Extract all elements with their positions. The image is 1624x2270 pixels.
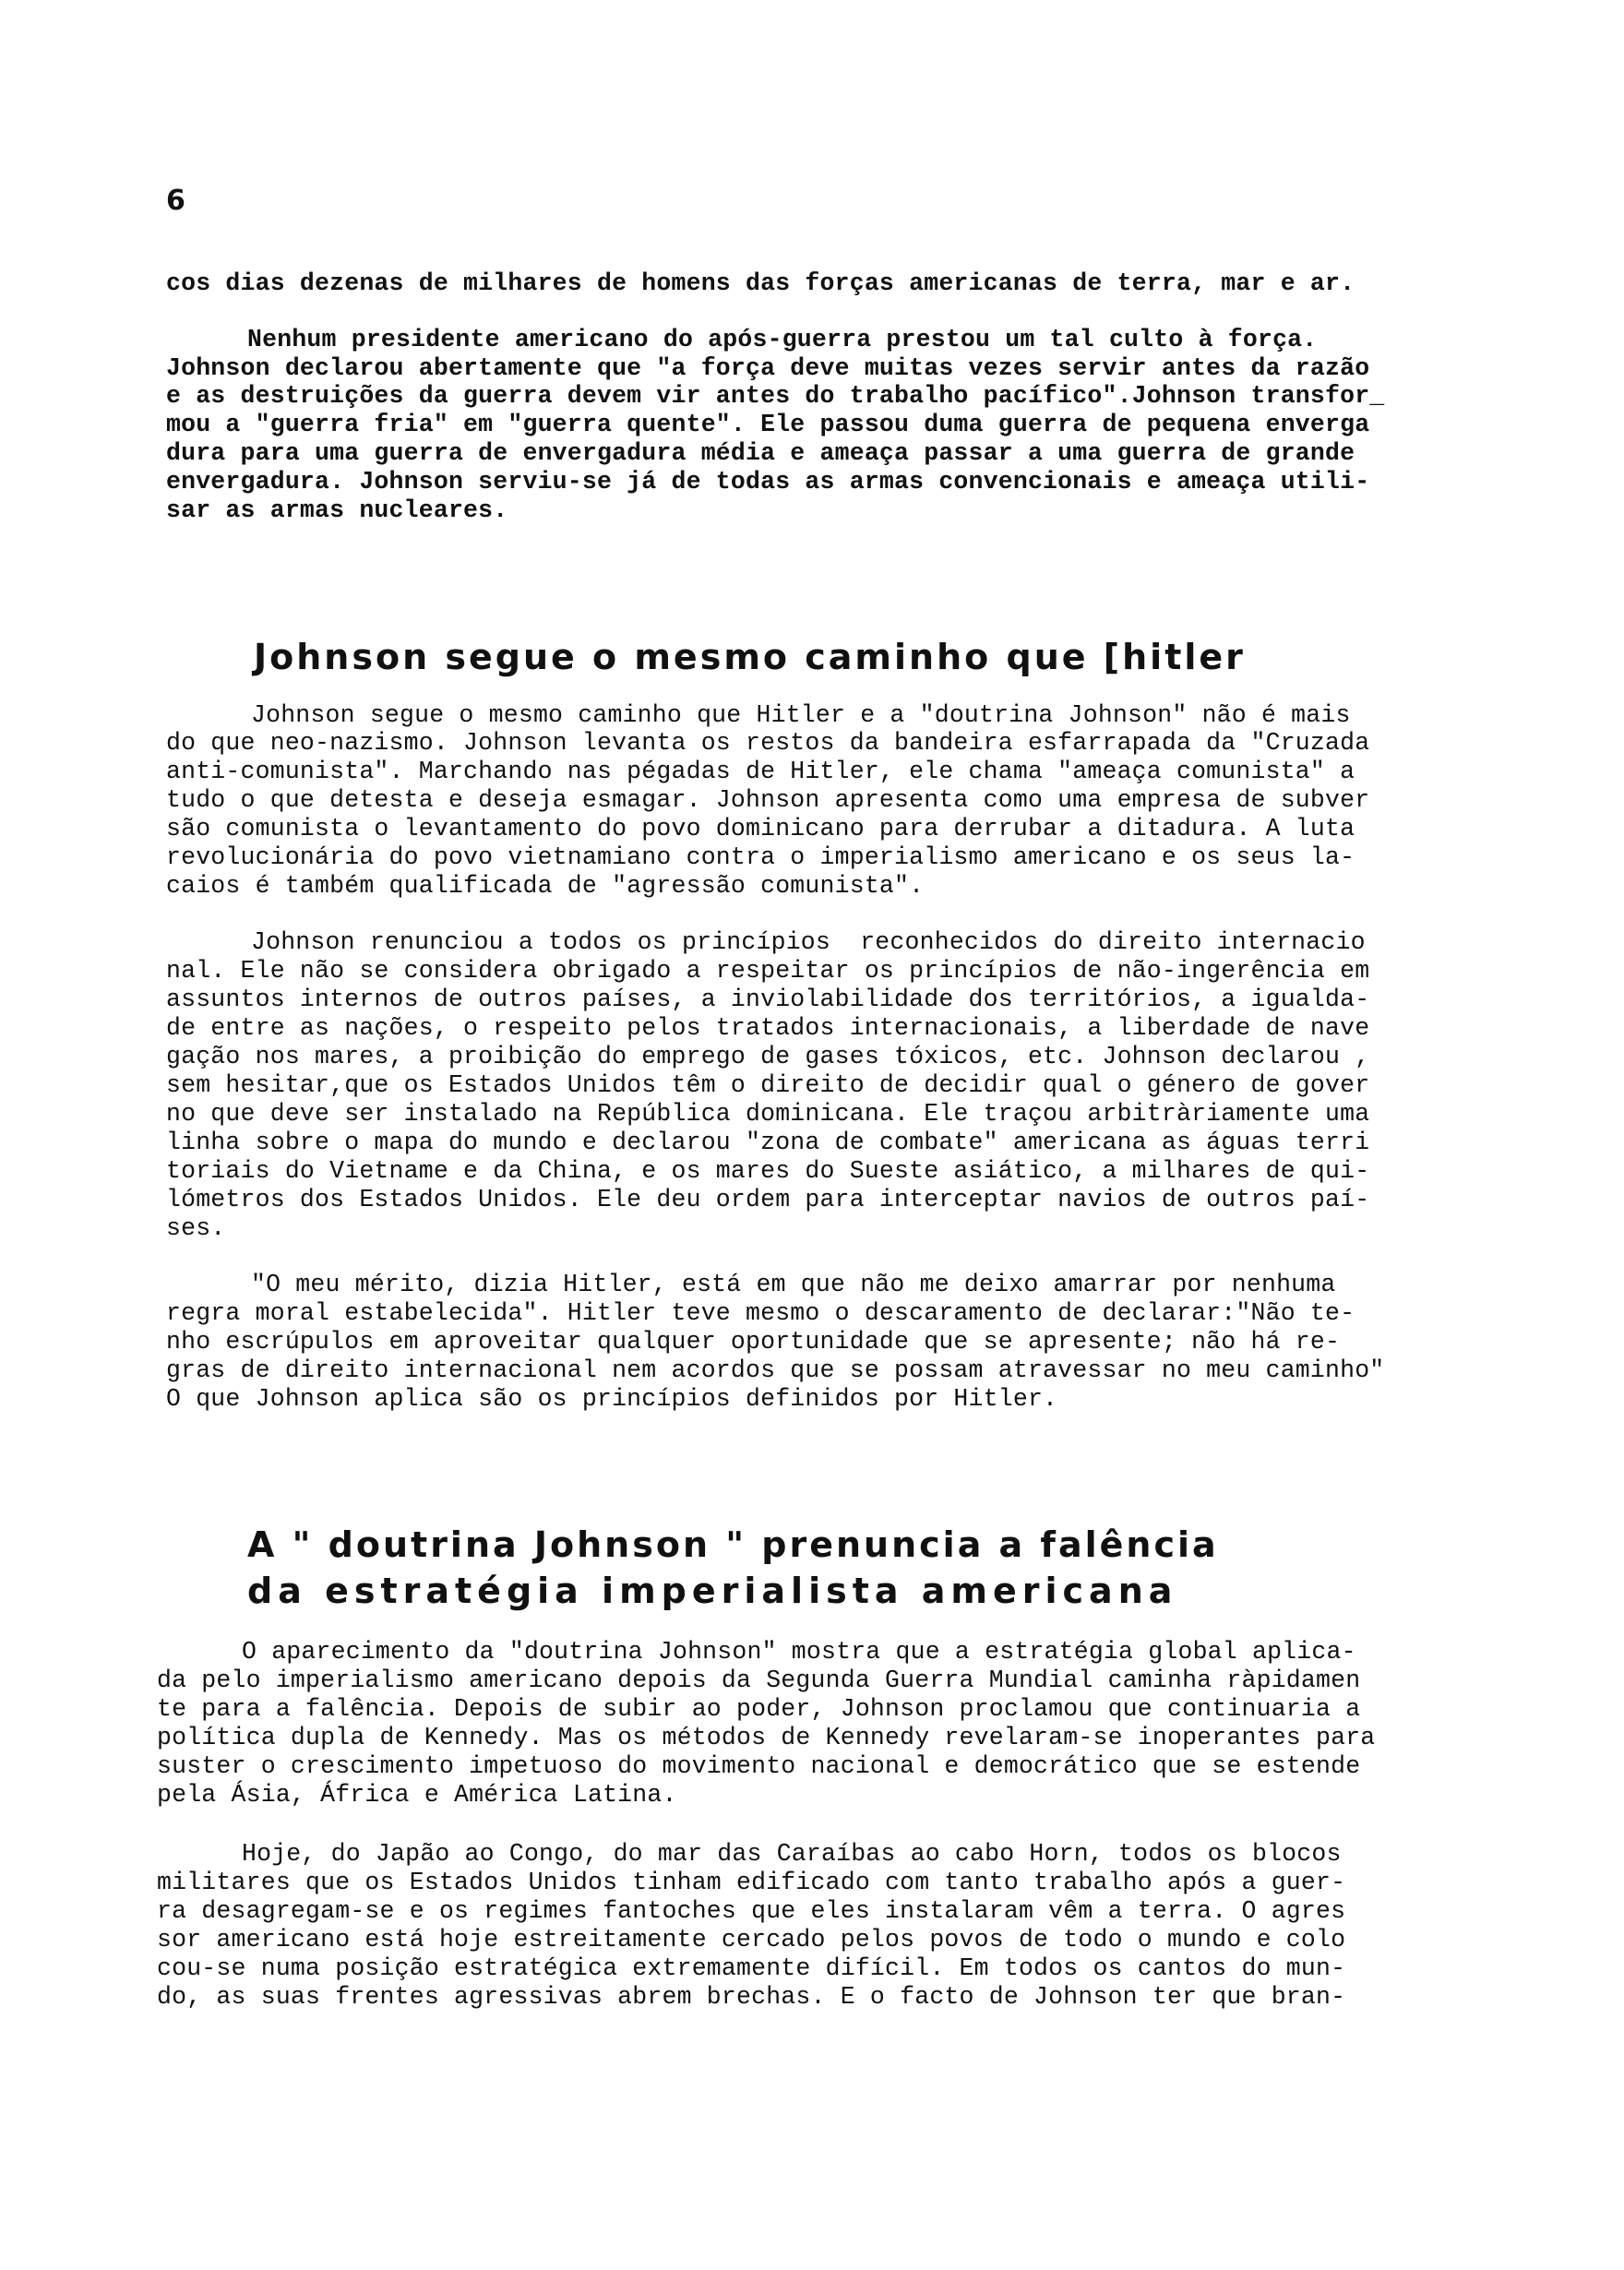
text-line: mou a "guerra fria" em "guerra quente". Ele passou duma guerra de pequena enverga bbox=[166, 411, 1370, 438]
section-heading: Johnson segue o mesmo caminho que [hitler bbox=[254, 637, 1246, 677]
text-line: sar as armas nucleares. bbox=[166, 496, 508, 524]
text-line: são comunista o levantamento do povo dominicano para derrubar a ditadura. A luta bbox=[166, 815, 1355, 842]
page-number: 6 bbox=[166, 185, 185, 217]
text-line: nho escrúpulos em aproveitar qualquer oportunidade que se apresente; não há re- bbox=[166, 1328, 1341, 1356]
text-line: Johnson renunciou a todos os princípios reconhecidos do direito internacio bbox=[251, 928, 1366, 956]
text-line: te para a falência. Depois de subir ao poder, Johnson proclamou que continuaria a bbox=[157, 1695, 1361, 1723]
section-heading: A " doutrina Johnson " prenuncia a falência bbox=[247, 1524, 1219, 1565]
text-line: gras de direito internacional nem acordos que se possam atravessar no meu caminho" bbox=[166, 1356, 1385, 1384]
text-line: toriais do Vietname e da China, e os mares do Sueste asiático, a milhares de qui- bbox=[166, 1157, 1370, 1185]
text-line: do, as suas frentes agressivas abrem brechas. E o facto de Johnson ter que bran- bbox=[157, 1983, 1346, 2011]
text-line: O aparecimento da "doutrina Johnson" mostra que a estratégia global aplica- bbox=[242, 1638, 1356, 1666]
text-line: militares que os Estados Unidos tinham edificado com tanto trabalho após a guer- bbox=[157, 1869, 1346, 1896]
text-line: política dupla de Kennedy. Mas os métodos de Kennedy revelaram-se inoperantes para bbox=[157, 1724, 1376, 1751]
text-line: sor americano está hoje estreitamente cercado pelos povos de todo o mundo e colo bbox=[157, 1926, 1346, 1953]
text-line: Johnson segue o mesmo caminho que Hitler e a "doutrina Johnson" não é mais bbox=[251, 701, 1351, 729]
text-line: lómetros dos Estados Unidos. Ele deu ordem para interceptar navios de outros paí- bbox=[166, 1186, 1370, 1213]
text-line: suster o crescimento impetuoso do movimento nacional e democrático que se estende bbox=[157, 1752, 1361, 1780]
text-line: e as destruições da guerra devem vir antes do trabalho pacífico".Johnson transfor_ bbox=[166, 382, 1385, 410]
text-line: caios é também qualificada de "agressão comunista". bbox=[166, 872, 925, 900]
text-line: pela Ásia, África e América Latina. bbox=[157, 1781, 677, 1809]
text-line: gação nos mares, a proibição do emprego de gases tóxicos, etc. Johnson declarou , bbox=[166, 1043, 1370, 1070]
text-line: linha sobre o mapa do mundo e declarou "zona de combate" americana as águas terri bbox=[166, 1129, 1370, 1156]
text-line: revolucionária do povo vietnamiano contra o imperialismo americano e os seus la- bbox=[166, 843, 1355, 871]
text-line: anti-comunista". Marchando nas pégadas de Hitler, ele chama "ameaça comunista" a bbox=[166, 758, 1355, 785]
text-line: ses. bbox=[166, 1214, 226, 1242]
text-line: da pelo imperialismo americano depois da Segunda Guerra Mundial caminha ràpidamen bbox=[157, 1667, 1361, 1694]
text-line: "O meu mérito, dizia Hitler, está em que não me deixo amarrar por nenhuma bbox=[251, 1271, 1336, 1298]
text-line: Hoje, do Japão ao Congo, do mar das Caraíbas ao cabo Horn, todos os blocos bbox=[242, 1840, 1342, 1868]
text-line: sem hesitar,que os Estados Unidos têm o direito de decidir qual o género de gover bbox=[166, 1071, 1370, 1099]
text-line: O que Johnson aplica são os princípios definidos por Hitler. bbox=[166, 1385, 1058, 1413]
text-line: Johnson declarou abertamente que "a força deve muitas vezes servir antes da razão bbox=[166, 354, 1370, 382]
text-line: dura para uma guerra de envergadura média e ameaça passar a uma guerra de grande bbox=[166, 439, 1355, 467]
text-line: Nenhum presidente americano do após-guerra prestou um tal culto à força. bbox=[247, 326, 1318, 353]
text-line: cou-se numa posição estratégica extremamente difícil. Em todos os cantos do mun- bbox=[157, 1954, 1346, 1982]
section-heading: da estratégia imperialista americana bbox=[247, 1571, 1178, 1611]
text-line: ra desagregam-se e os regimes fantoches que eles instalaram vêm a terra. O agres bbox=[157, 1897, 1346, 1925]
text-line: nal. Ele não se considera obrigado a respeitar os princípios de não-ingerência em bbox=[166, 957, 1370, 985]
text-line: assuntos internos de outros países, a inviolabilidade dos territórios, a igualda- bbox=[166, 986, 1370, 1013]
text-line: no que deve ser instalado na República dominicana. Ele traçou arbitràriamente uma bbox=[166, 1100, 1370, 1128]
text-line: tudo o que detesta e deseja esmagar. Johnson apresenta como uma empresa de subver bbox=[166, 786, 1370, 814]
text-line: de entre as nações, o respeito pelos tratados internacionais, a liberdade de nave bbox=[166, 1014, 1370, 1042]
text-line: do que neo-nazismo. Johnson levanta os restos da bandeira esfarrapada da "Cruzada bbox=[166, 729, 1370, 757]
text-line: envergadura. Johnson serviu-se já de todas as armas convencionais e ameaça utili- bbox=[166, 468, 1370, 496]
text-line: regra moral estabelecida". Hitler teve mesmo o descaramento de declarar:"Não te- bbox=[166, 1299, 1355, 1327]
text-line: cos dias dezenas de milhares de homens das forças americanas de terra, mar e ar. bbox=[166, 269, 1355, 297]
